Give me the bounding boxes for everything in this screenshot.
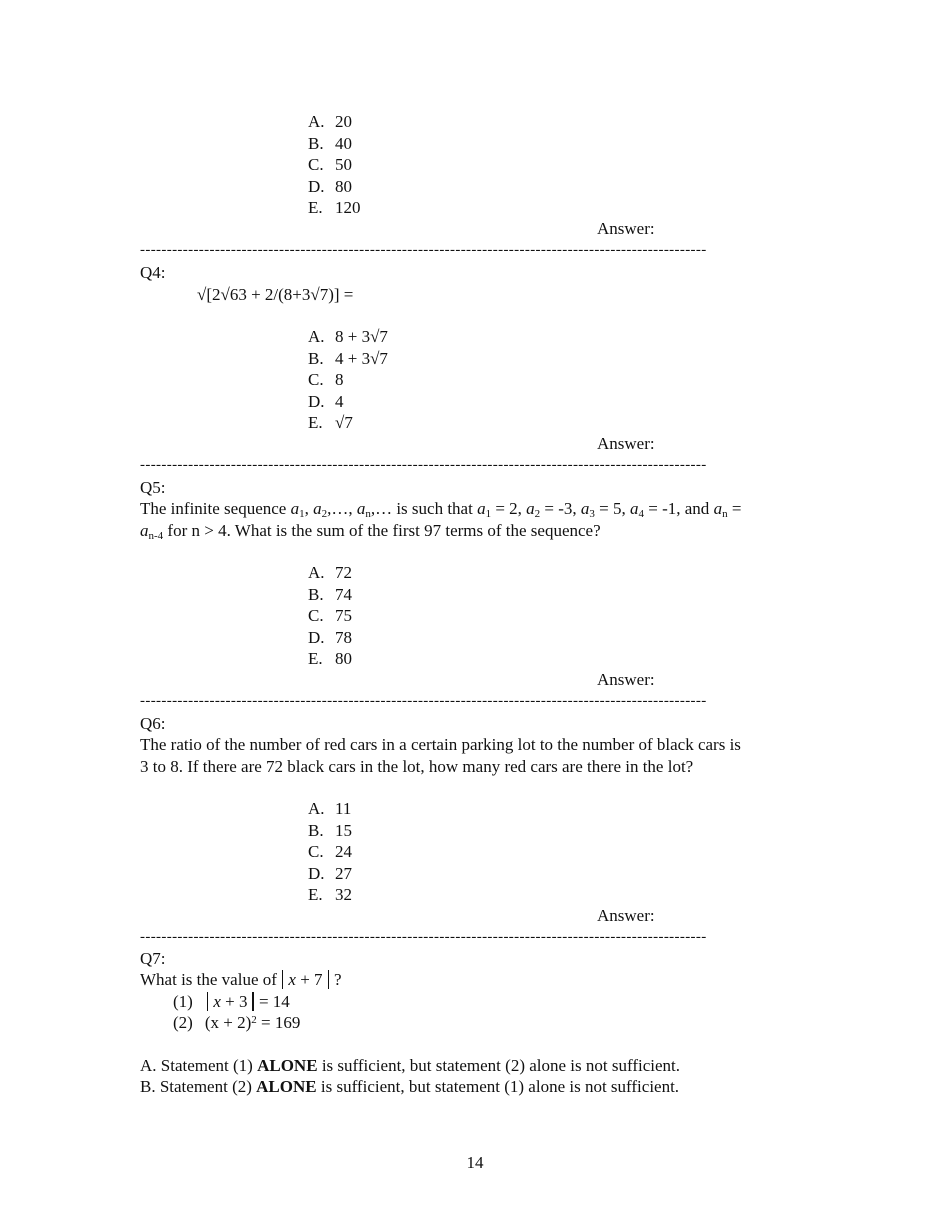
abs-bar-right xyxy=(252,992,254,1011)
divider: ---------------------------------------------------------------------------------------------------------- xyxy=(140,243,707,257)
choice-d xyxy=(308,627,352,649)
choice-letter: C. xyxy=(308,155,324,174)
q7-option-a xyxy=(140,1055,680,1077)
q6-choices xyxy=(308,798,352,906)
choice-text: 24 xyxy=(335,842,352,861)
choice-letter: E. xyxy=(308,649,323,668)
var-a: a xyxy=(526,499,535,518)
q6-text-line1: The ratio of the number of red cars in a certain parking lot to the number of black cars is xyxy=(140,735,741,754)
divider: ---------------------------------------------------------------------------------------------------------- xyxy=(140,930,707,944)
choice-e xyxy=(308,412,388,434)
choice-letter: E. xyxy=(308,413,323,432)
subscript: 4 xyxy=(638,508,645,520)
choice-a xyxy=(308,798,352,820)
choice-letter: C. xyxy=(308,842,324,861)
question-label-q4: Q4: xyxy=(140,263,166,282)
var-a: a xyxy=(713,499,723,518)
text-run: The infinite sequence xyxy=(140,499,291,518)
choice-c xyxy=(308,154,361,176)
choice-text: 40 xyxy=(335,133,352,153)
choice-text: 120 xyxy=(335,198,361,217)
question-label-q6: Q6: xyxy=(140,714,166,733)
choice-text: 72 xyxy=(335,563,352,582)
page-number: 14 xyxy=(466,1153,484,1172)
choice-letter: A. xyxy=(308,112,325,131)
choice-text: 74 xyxy=(335,584,352,604)
choice-text: 32 xyxy=(335,885,352,904)
text-run: is sufficient, but statement (2) alone is not sufficient. xyxy=(317,1056,680,1075)
text-run: What is the value of xyxy=(140,970,277,989)
text-run: + 3 xyxy=(220,992,248,1011)
q5-text-line2 xyxy=(140,520,601,542)
choice-letter: C. xyxy=(308,606,324,625)
subscript: 3 xyxy=(589,508,595,520)
var-a: a xyxy=(290,499,300,518)
q4-expression: √[2√63 + 2/(8+3√7)] = xyxy=(197,285,354,304)
choice-text: 4 xyxy=(335,391,344,411)
text-run: = -1, and xyxy=(644,499,714,518)
subscript: n xyxy=(365,508,371,520)
text-run: , xyxy=(304,499,314,518)
choice-text: 50 xyxy=(335,155,352,174)
choice-letter: D. xyxy=(308,627,325,647)
divider: ---------------------------------------------------------------------------------------------------------- xyxy=(140,458,707,472)
choice-letter: B. xyxy=(308,584,324,604)
text-run: = 5, xyxy=(594,499,631,518)
choice-text: 20 xyxy=(335,112,352,131)
question-label-q5: Q5: xyxy=(140,478,166,497)
emphasis: ALONE xyxy=(256,1077,317,1096)
choice-text: 27 xyxy=(335,863,352,883)
choice-text: 11 xyxy=(335,799,352,818)
text-run: ,…, xyxy=(327,499,357,518)
var-a: a xyxy=(630,499,639,518)
subscript: 1 xyxy=(485,508,492,520)
choice-text: 15 xyxy=(335,820,352,840)
subscript: n xyxy=(722,508,728,520)
choice-letter: C. xyxy=(308,370,324,389)
answer-label: Answer: xyxy=(597,670,655,689)
text-run: (x + 2) xyxy=(204,1013,252,1032)
choice-letter: E. xyxy=(308,885,323,904)
q6-text-line2: 3 to 8. If there are 72 black cars in the lot, how many red cars are there in the lot? xyxy=(140,757,694,776)
text-run: = 169 xyxy=(256,1013,301,1032)
divider: ---------------------------------------------------------------------------------------------------------- xyxy=(140,694,707,708)
text-run: = -3, xyxy=(540,499,581,518)
choice-text: √7 xyxy=(335,413,353,432)
choice-e xyxy=(308,648,352,670)
choice-letter: E. xyxy=(308,198,323,217)
choice-text: 75 xyxy=(335,606,352,625)
text-run: = xyxy=(727,499,742,518)
abs-bar-left xyxy=(207,992,209,1011)
choice-a xyxy=(308,111,361,133)
choice-letter: D. xyxy=(308,863,325,883)
subscript: 2 xyxy=(321,508,328,520)
var-x: x xyxy=(288,970,296,989)
text-run: + 7 xyxy=(295,970,323,989)
choice-text: 80 xyxy=(335,176,352,196)
choice-b xyxy=(308,348,388,370)
choice-text: 8 xyxy=(335,370,344,389)
choice-text: 4 + 3√7 xyxy=(335,348,388,368)
choice-letter: D. xyxy=(308,391,325,411)
choice-a xyxy=(308,562,352,584)
top-question-choices xyxy=(308,111,361,219)
statement-number: (1) xyxy=(173,992,193,1011)
q7-statement-1 xyxy=(173,991,290,1013)
choice-text: 8 + 3√7 xyxy=(335,327,388,346)
q7-statement-2 xyxy=(173,1012,300,1034)
abs-bar-right xyxy=(328,970,330,989)
q5-choices xyxy=(308,562,352,670)
subscript: 2 xyxy=(534,508,541,520)
choice-letter: B. xyxy=(308,133,324,153)
var-a: a xyxy=(477,499,486,518)
text-run: ? xyxy=(334,970,342,989)
choice-c xyxy=(308,369,388,391)
choice-a xyxy=(308,326,388,348)
text-run: is sufficient, but statement (1) alone is not sufficient. xyxy=(316,1077,680,1096)
text-run: = 2, xyxy=(491,499,527,518)
choice-c xyxy=(308,605,352,627)
var-a: a xyxy=(580,499,590,518)
choice-b xyxy=(308,820,352,842)
answer-label: Answer: xyxy=(597,906,655,925)
text-run: B. Statement (2) xyxy=(140,1077,257,1096)
answer-label: Answer: xyxy=(597,219,655,238)
choice-text: 80 xyxy=(335,649,352,668)
question-label-q7: Q7: xyxy=(140,949,166,968)
choice-letter: B. xyxy=(308,348,324,368)
q5-text-line1 xyxy=(140,498,741,520)
choice-letter: B. xyxy=(308,820,324,840)
q4-choices xyxy=(308,326,388,434)
abs-bar-left xyxy=(282,970,284,989)
text-run: = 14 xyxy=(258,992,290,1011)
choice-e xyxy=(308,884,352,906)
text-run: for n > 4. What is the sum of the first 97 terms of the sequence? xyxy=(163,521,601,540)
choice-d xyxy=(308,176,361,198)
choice-letter: A. xyxy=(308,799,325,818)
choice-letter: D. xyxy=(308,176,325,196)
text-run: A. Statement (1) xyxy=(140,1056,258,1075)
subscript: 1 xyxy=(299,508,305,520)
choice-b xyxy=(308,133,361,155)
choice-e xyxy=(308,197,361,219)
choice-d xyxy=(308,863,352,885)
var-x: x xyxy=(213,992,221,1011)
statement-number: (2) xyxy=(173,1013,193,1032)
choice-letter: A. xyxy=(308,327,325,346)
choice-letter: A. xyxy=(308,563,325,582)
choice-text: 78 xyxy=(335,627,352,647)
var-a: a xyxy=(140,521,149,540)
answer-label: Answer: xyxy=(597,434,655,453)
q7-question xyxy=(140,969,342,991)
choice-b xyxy=(308,584,352,606)
superscript: 2 xyxy=(251,1014,257,1026)
emphasis: ALONE xyxy=(257,1056,318,1075)
q7-option-b xyxy=(140,1076,679,1098)
text-run: ,… is such that xyxy=(370,499,478,518)
choice-d xyxy=(308,391,388,413)
var-a: a xyxy=(356,499,366,518)
var-a: a xyxy=(313,499,322,518)
subscript: n-4 xyxy=(148,530,164,542)
choice-c xyxy=(308,841,352,863)
